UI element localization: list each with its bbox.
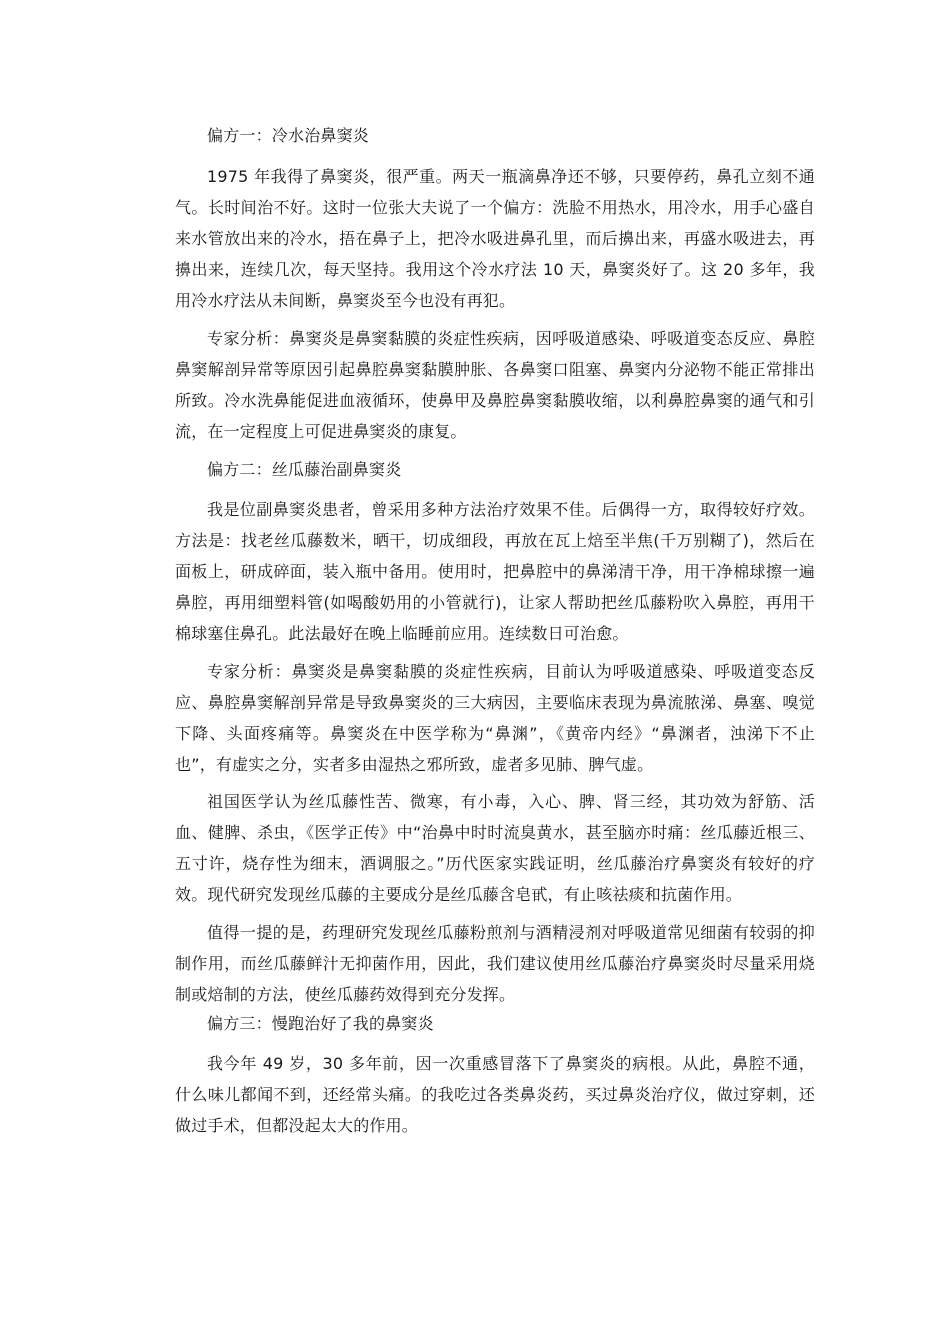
paragraph-remedy-1-story: 1975 年我得了鼻窦炎，很严重。两天一瓶滴鼻净还不够，只要停药，鼻孔立刻不通气。长时间治不好。这时一位张大夫说了一个偏方：洗脸不用热水，用冷水，用手心盛自来水管放出来的冷水，捂在鼻子上，把冷水吸进鼻孔里，而后擤出来，再盛水吸进去，再擤出来，连续几次，每天坚持。我用这个冷水疗法 10 天，鼻窦炎好了。这 20 多年，我用冷水疗法从未间断，鼻窦炎至今也没有再犯。 xyxy=(175,167,815,310)
heading-remedy-3: 偏方三：慢跑治好了我的鼻窦炎 xyxy=(207,1014,434,1033)
paragraph-remedy-2-note: 值得一提的是，药理研究发现丝瓜藤粉煎剂与酒精浸剂对呼吸道常见细菌有较弱的抑制作用，而丝瓜藤鲜汁无抑菌作用，因此，我们建议使用丝瓜藤治疗鼻窦炎时尽量采用烧制或焙制的方法，使丝瓜藤药效得到充分发挥。 xyxy=(175,923,815,1004)
heading-remedy-2: 偏方二：丝瓜藤治副鼻窦炎 xyxy=(207,460,402,479)
paragraph-remedy-3-story: 我今年 49 岁，30 多年前，因一次重感冒落下了鼻窦炎的病根。从此，鼻腔不通，什么味儿都闻不到，还经常头痛。的我吃过各类鼻炎药，买过鼻炎治疗仪，做过穿刺，还做过手术，但都没起太大的作用。 xyxy=(175,1054,815,1135)
paragraph-remedy-2-story: 我是位副鼻窦炎患者，曾采用多种方法治疗效果不佳。后偶得一方，取得较好疗效。方法是：找老丝瓜藤数米，晒干，切成细段，再放在瓦上焙至半焦(千万别糊了)，然后在面板上，研成碎面，装入瓶中备用。使用时，把鼻腔中的鼻涕清干净，用干净棉球擦一遍鼻腔，再用细塑料管(如喝酸奶用的小管就行)，让家人帮助把丝瓜藤粉吹入鼻腔，再用干棉球塞住鼻孔。此法最好在晚上临睡前应用。连续数日可治愈。 xyxy=(175,500,815,643)
paragraph-remedy-1-expert: 专家分析：鼻窦炎是鼻窦黏膜的炎症性疾病，因呼吸道感染、呼吸道变态反应、鼻腔鼻窦解剖异常等原因引起鼻腔鼻窦黏膜肿胀、各鼻窦口阻塞、鼻窦内分泌物不能正常排出所致。冷水洗鼻能促进血液循环，使鼻甲及鼻腔鼻窦黏膜收缩，以利鼻腔鼻窦的通气和引流，在一定程度上可促进鼻窦炎的康复。 xyxy=(175,329,815,441)
paragraph-remedy-2-expert: 专家分析：鼻窦炎是鼻窦黏膜的炎症性疾病，目前认为呼吸道感染、呼吸道变态反应、鼻腔鼻窦解剖异常是导致鼻窦炎的三大病因，主要临床表现为鼻流脓涕、鼻塞、嗅觉下降、头面疼痛等。鼻窦炎在中医学称为“鼻渊”，《黄帝内经》“鼻渊者，浊涕下不止也”，有虚实之分，实者多由湿热之邪所致，虚者多见肺、脾气虚。 xyxy=(175,662,815,774)
paragraph-remedy-2-tcm: 祖国医学认为丝瓜藤性苦、微寒，有小毒，入心、脾、肾三经，其功效为舒筋、活血、健脾、杀虫，《医学正传》中“治鼻中时时流臭黄水，甚至脑亦时痛：丝瓜藤近根三、五寸许，烧存性为细末，酒调服之。”历代医家实践证明，丝瓜藤治疗鼻窦炎有较好的疗效。现代研究发现丝瓜藤的主要成分是丝瓜藤含皂甙，有止咳祛痰和抗菌作用。 xyxy=(175,792,815,904)
heading-remedy-1: 偏方一：冷水治鼻窦炎 xyxy=(207,126,370,145)
